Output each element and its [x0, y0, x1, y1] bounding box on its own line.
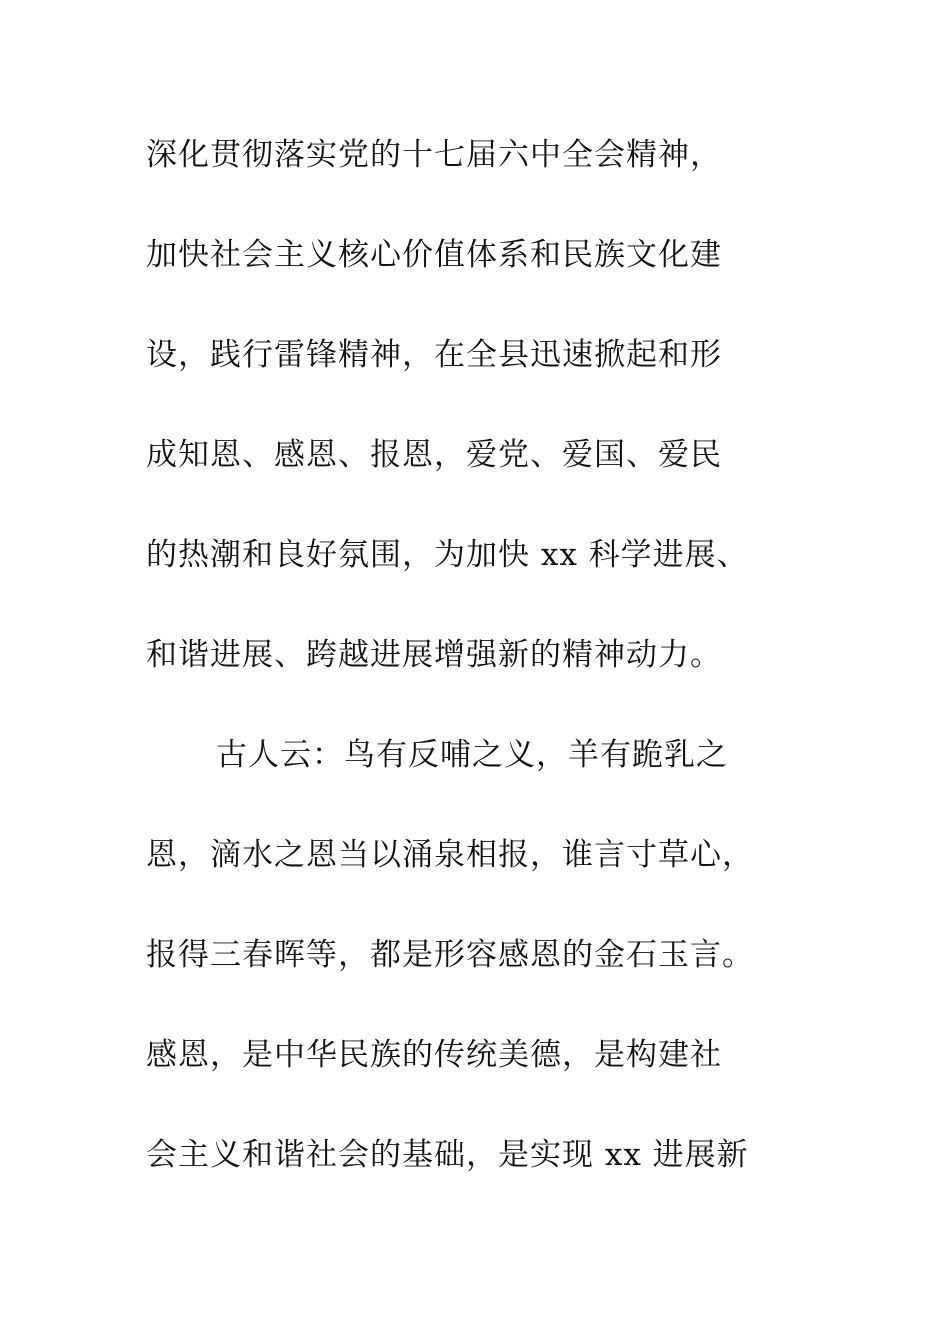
body-text [146, 122, 816, 1222]
text-line: 的热潮和良好氛围，为加快 xx 科学进展、 [146, 537, 749, 573]
paragraph-start-line: 古人云：鸟有反哺之义，羊有跪乳之 [216, 737, 728, 773]
text-line: 报得三春晖等，都是形容感恩的金石玉言。 [146, 937, 754, 973]
text-line: 设，践行雷锋精神，在全县迅速掀起和形 [146, 337, 722, 373]
text-line: 成知恩、感恩、报恩，爱党、爱国、爱民 [146, 437, 722, 473]
text-line: 会主义和谐社会的基础，是实现 xx 进展新 [146, 1137, 749, 1173]
text-line: 感恩，是中华民族的传统美德，是构建社 [146, 1037, 722, 1073]
text-line: 加快社会主义核心价值体系和民族文化建 [146, 237, 722, 273]
text-line: 深化贯彻落实党的十七届六中全会精神， [146, 137, 722, 173]
text-line: 恩，滴水之恩当以涌泉相报，谁言寸草心， [146, 837, 754, 873]
text-line: 和谐进展、跨越进展增强新的精神动力。 [146, 637, 722, 673]
